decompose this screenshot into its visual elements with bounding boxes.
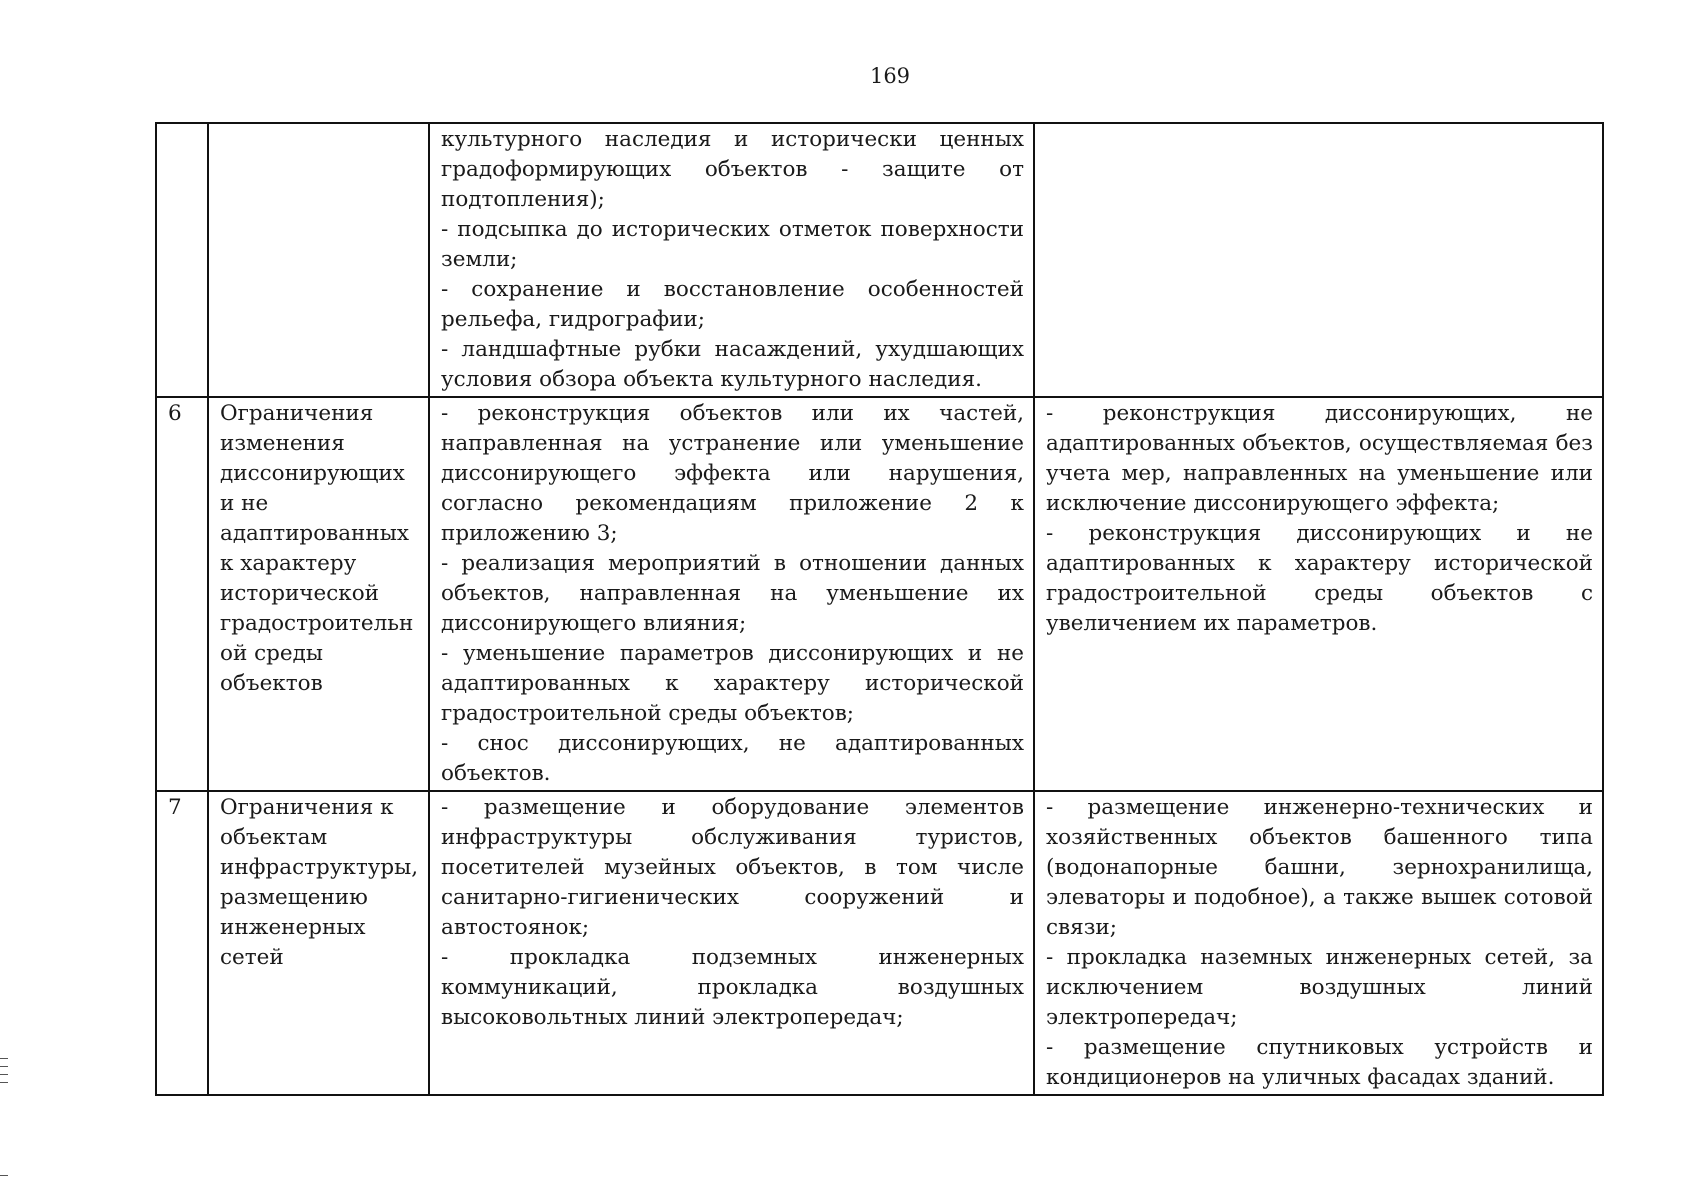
prohibited-cell	[1034, 123, 1603, 397]
name-line: инфраструктуры,	[220, 855, 419, 880]
list-item: - размещение и оборудование элементов инфраструктуры обслуживания туристов, посетителей музейных объектов, в том числе санитарно-гигиенических сооружений и автостоянок;	[441, 795, 1024, 940]
restriction-name	[208, 123, 429, 397]
name-line: ой среды	[220, 641, 323, 666]
list-item: культурного наследия и исторически ценных градоформирующих объектов - защите от подтопления);	[441, 127, 1024, 212]
list-item: - сохранение и восстановление особенностей рельефа, гидрографии;	[441, 277, 1024, 332]
table-row	[156, 123, 1603, 397]
name-line: к характеру	[220, 551, 357, 576]
list-item: - ландшафтные рубки насаждений, ухудшающих условия обзора объекта культурного наследия.	[441, 337, 1024, 392]
name-line: объектам	[220, 825, 328, 850]
prohibited-cell	[1034, 791, 1603, 1095]
scan-margin-mark	[0, 1058, 8, 1059]
name-line: размещению	[220, 885, 368, 910]
scan-margin-mark	[0, 1175, 8, 1176]
name-line: инженерных	[220, 915, 366, 940]
restriction-name	[208, 397, 429, 791]
list-item: - реконструкция объектов или их частей, направленная на устранение или уменьшение диссонирующего эффекта или нарушения, согласно рекомендациям приложение 2 к приложению 3;	[441, 401, 1024, 546]
name-line: изменения	[220, 431, 345, 456]
name-line: Ограничения	[220, 401, 374, 426]
name-line: адаптированных	[220, 521, 409, 546]
name-line: Ограничения к	[220, 795, 394, 820]
list-item: - размещение спутниковых устройств и кондиционеров на уличных фасадах зданий.	[1046, 1035, 1593, 1090]
scan-margin-mark	[0, 1074, 8, 1075]
table-row	[156, 397, 1603, 791]
list-item: - реконструкция диссонирующих и не адаптированных к характеру исторической градостроительной среды объектов с увеличением их параметров.	[1046, 521, 1593, 636]
scan-margin-mark	[0, 1082, 8, 1083]
list-item: - реализация мероприятий в отношении данных объектов, направленная на уменьшение их диссонирующего влияния;	[441, 551, 1024, 636]
row-number: 6	[156, 397, 208, 791]
list-item: - прокладка подземных инженерных коммуникаций, прокладка воздушных высоковольтных линий электропередач;	[441, 945, 1024, 1030]
allowed-cell	[429, 123, 1034, 397]
row-number	[156, 123, 208, 397]
regulations-table	[155, 122, 1604, 1096]
scan-margin-mark	[0, 1066, 8, 1067]
name-line: диссонирующих	[220, 461, 405, 486]
allowed-cell	[429, 397, 1034, 791]
allowed-cell	[429, 791, 1034, 1095]
restriction-name	[208, 791, 429, 1095]
row-number: 7	[156, 791, 208, 1095]
name-line: и не	[220, 491, 269, 516]
list-item: - прокладка наземных инженерных сетей, за исключением воздушных линий электропередач;	[1046, 945, 1593, 1030]
name-line: исторической	[220, 581, 379, 606]
list-item: - размещение инженерно-технических и хозяйственных объектов башенного типа (водонапорные башни, зернохранилища, элеваторы и подобное), а также вышек сотовой связи;	[1046, 795, 1593, 940]
name-line: градостроительн	[220, 611, 414, 636]
list-item: - снос диссонирующих, не адаптированных объектов.	[441, 731, 1024, 786]
prohibited-cell	[1034, 397, 1603, 791]
list-item: - подсыпка до исторических отметок поверхности земли;	[441, 217, 1024, 272]
table-row	[156, 791, 1603, 1095]
name-line: объектов	[220, 671, 323, 696]
list-item: - реконструкция диссонирующих, не адаптированных объектов, осуществляемая без учета мер, направленных на уменьшение или исключение диссонирующего эффекта;	[1046, 401, 1593, 516]
list-item: - уменьшение параметров диссонирующих и не адаптированных к характеру исторической градостроительной среды объектов;	[441, 641, 1024, 726]
name-line: сетей	[220, 945, 284, 970]
page-number: 169	[869, 64, 911, 88]
